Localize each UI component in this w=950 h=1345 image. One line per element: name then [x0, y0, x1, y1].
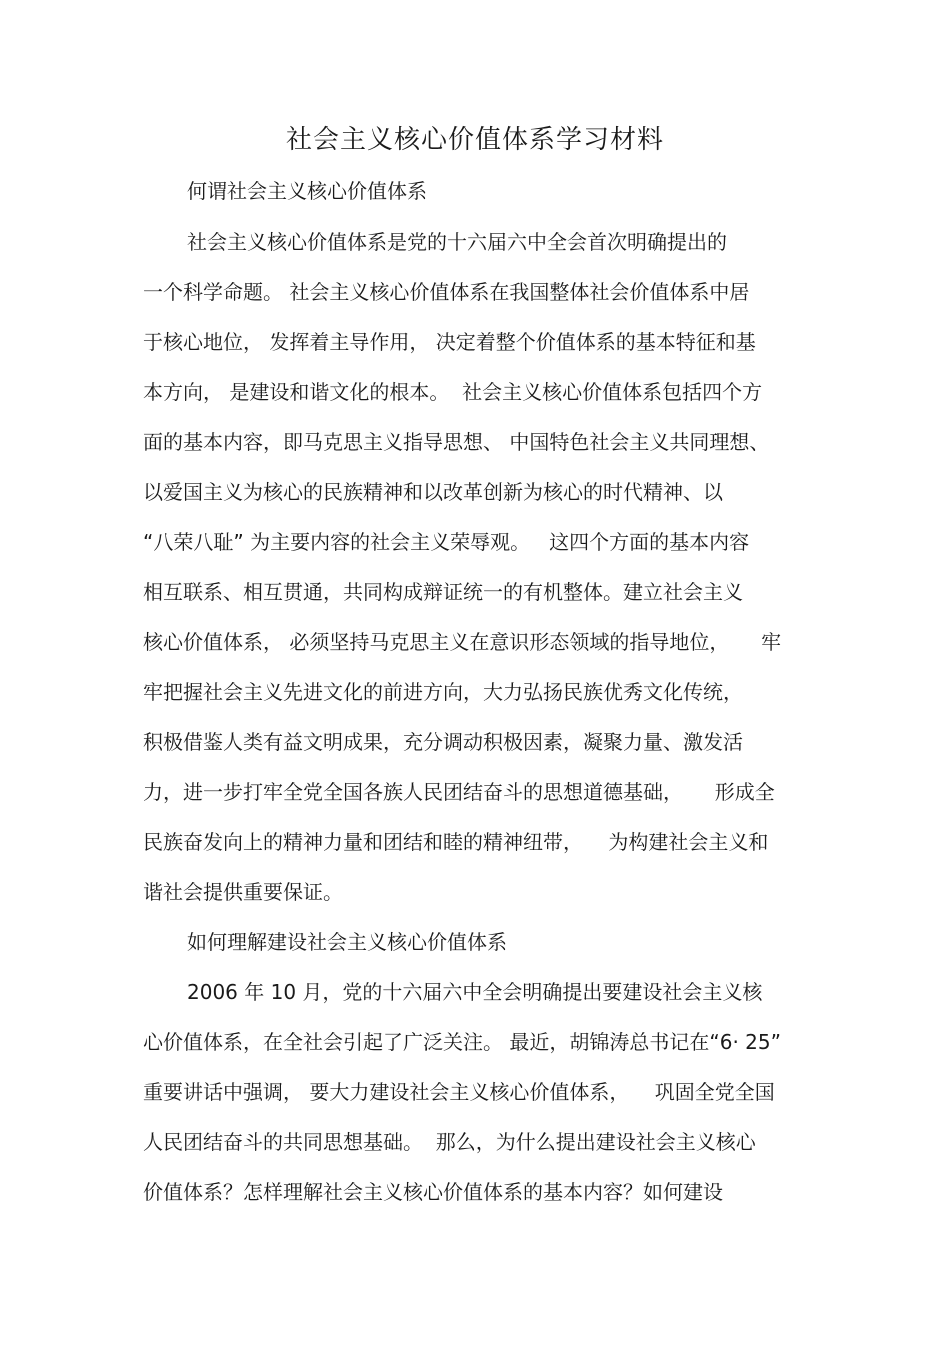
paragraph-line: 价值体系？怎样理解社会主义核心价值体系的基本内容？如何建设	[143, 1180, 723, 1204]
paragraph-line: 2006 年 10 月，党的十六届六中全会明确提出要建设社会主义核	[187, 980, 763, 1004]
paragraph-line: 牢把握社会主义先进文化的前进方向，大力弘扬民族优秀文化传统，	[143, 680, 743, 704]
paragraph-line: “八荣八耻” 为主要内容的社会主义荣辱观。 这四个方面的基本内容	[143, 530, 750, 554]
paragraph-line: 重要讲话中强调， 要大力建设社会主义核心价值体系， 巩固全党全国	[143, 1080, 775, 1104]
paragraph-line: 一个科学命题。 社会主义核心价值体系在我国整体社会价值体系中居	[143, 280, 750, 304]
paragraph-line: 心价值体系，在全社会引起了广泛关注。 最近，胡锦涛总书记在“6· 25”	[143, 1030, 781, 1054]
paragraph-line: 人民团结奋斗的共同思想基础。 那么，为什么提出建设社会主义核心	[143, 1130, 756, 1154]
paragraph-line: 于核心地位， 发挥着主导作用， 决定着整个价值体系的基本特征和基	[143, 330, 756, 354]
paragraph-line: 积极借鉴人类有益文明成果，充分调动积极因素，凝聚力量、激发活	[143, 730, 743, 754]
document-title: 社会主义核心价值体系学习材料	[285, 125, 664, 155]
paragraph-line: 以爱国主义为核心的民族精神和以改革创新为核心的时代精神、以	[143, 480, 723, 504]
paragraph-line: 本方向， 是建设和谐文化的根本。 社会主义核心价值体系包括四个方	[143, 380, 763, 404]
paragraph-line: 民族奋发向上的精神力量和团结和睦的精神纽带， 为构建社会主义和	[143, 830, 769, 854]
section-heading-definition: 何谓社会主义核心价值体系	[187, 179, 427, 203]
paragraph-line: 社会主义核心价值体系是党的十六届六中全会首次明确提出的	[187, 230, 727, 254]
paragraph-line: 相互联系、相互贯通，共同构成辩证统一的有机整体。建立社会主义	[143, 580, 743, 604]
paragraph-line: 面的基本内容，即马克思主义指导思想、 中国特色社会主义共同理想、	[143, 430, 770, 454]
paragraph-line: 力，进一步打牢全党全国各族人民团结奋斗的思想道德基础， 形成全	[143, 780, 775, 804]
paragraph-line: 谐社会提供重要保证。	[143, 880, 343, 904]
section-heading-understanding: 如何理解建设社会主义核心价值体系	[187, 930, 507, 954]
paragraph-line: 核心价值体系， 必须坚持马克思主义在意识形态领域的指导地位， 牢	[143, 630, 782, 654]
